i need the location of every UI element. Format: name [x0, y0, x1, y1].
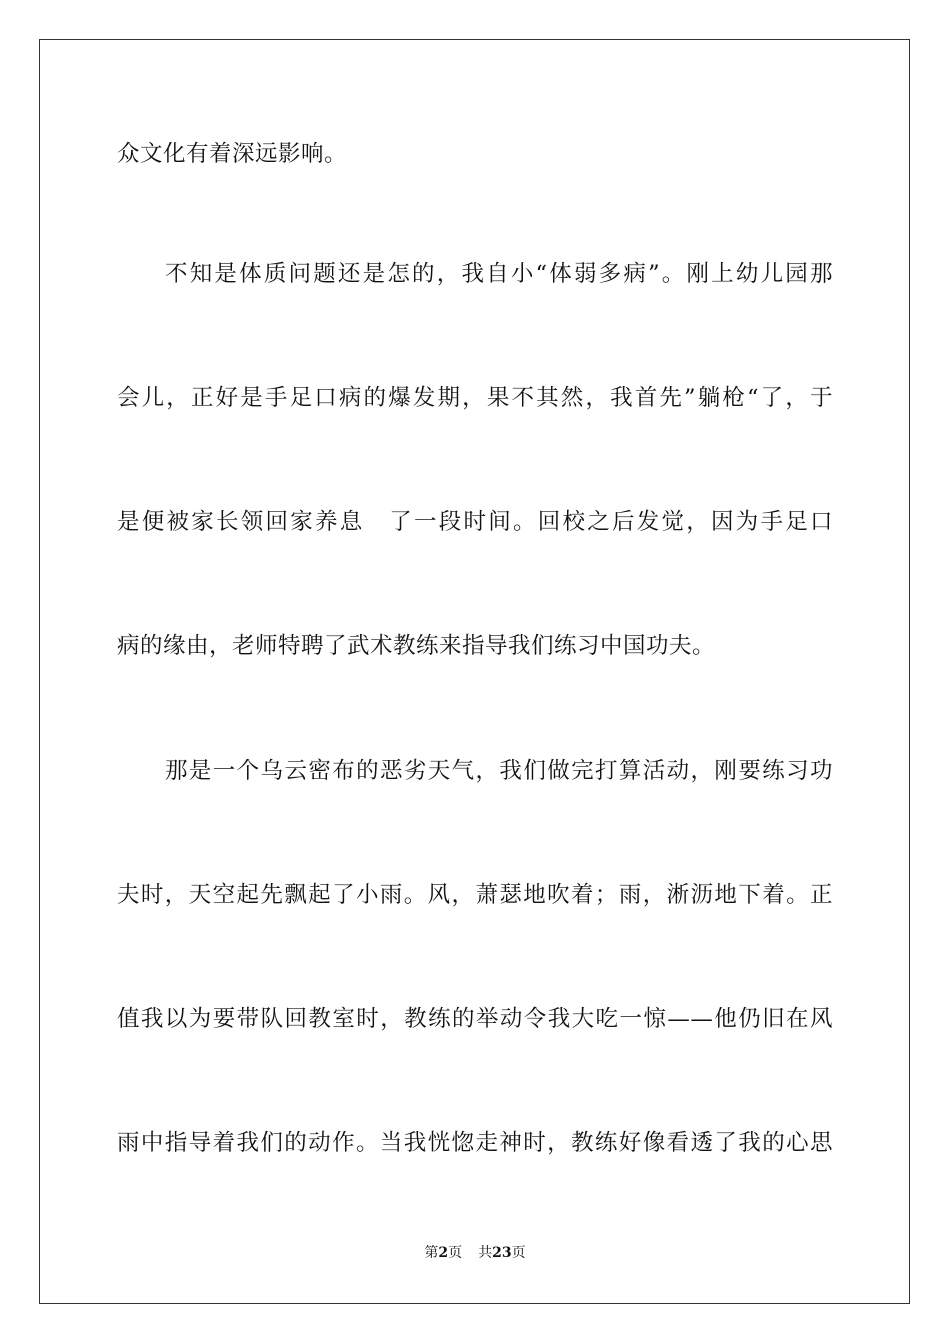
paragraph-line: 是便被家长领回家养息 了一段时间。回校之后发觉，因为手足口 [117, 509, 833, 535]
total-suffix: 页 [511, 1245, 526, 1261]
paragraph-line: 会儿，正好是手足口病的爆发期，果不其然，我首先”躺枪“了，于 [117, 385, 833, 411]
page-prefix: 第 [424, 1245, 439, 1261]
paragraph-line: 不知是体质问题还是怎的，我自小“体弱多病”。刚上幼儿园那 [165, 261, 833, 287]
paragraph-line: 病的缘由，老师特聘了武术教练来指导我们练习中国功夫。 [117, 633, 716, 659]
page-current: 2 [438, 1245, 449, 1261]
page-footer [0, 1243, 950, 1263]
total-prefix: 共 [478, 1245, 493, 1261]
paragraph-line: 众文化有着深远影响。 [117, 141, 348, 167]
paragraph-line: 那是一个乌云密布的恶劣天气，我们做完打算活动，刚要练习功 [165, 758, 833, 784]
page-frame [39, 39, 910, 1304]
paragraph-line: 值我以为要带队回教室时，教练的举动令我大吃一惊——他仍旧在风 [117, 1006, 833, 1032]
paragraph-line: 雨中指导着我们的动作。当我恍惚走神时，教练好像看透了我的心思 [117, 1130, 833, 1156]
paragraph-line: 夫时，天空起先飘起了小雨。风，萧瑟地吹着；雨，淅沥地下着。正 [117, 882, 833, 908]
page-total: 23 [492, 1245, 512, 1261]
page-suffix: 页 [448, 1245, 463, 1261]
